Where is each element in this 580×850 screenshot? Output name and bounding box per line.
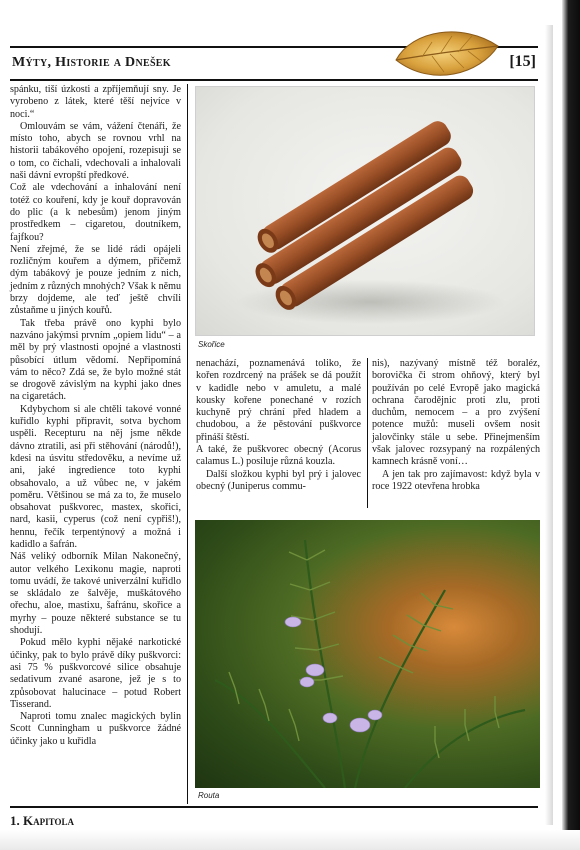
rosemary-illustration: [195, 520, 540, 788]
paragraph: Není zřejmé, že se lidé rádi opájeli rozličným kouřem a dýmem, přičemž dým tabákový je pouze jedním z nich, jedním z různých mnohých? Však k němu brzy dojdeme, ale teď ještě chvíli zůstaňme u jiných kouřů.: [10, 243, 181, 317]
middle-text-column-2: [372, 358, 540, 508]
footer-rule: [10, 806, 538, 808]
paragraph: nis), nazývaný místně též boraléz, borovička či strom ohňový, který byl používán po celé Evropě jako magická ochrana čarodějnic proti zlu, proti duchům, nemocem – a pro zvýšení potence mužů: museli ovšem nosit jalovčinky stále u sebe. Přinejmenším však jalovec rozsypaný na rozpálených kamnech krásně voní…: [372, 358, 540, 468]
left-text-column: [10, 84, 188, 804]
book-spine: [562, 0, 580, 850]
page-bottom-edge: [0, 830, 580, 850]
figure-caption: Skořice: [198, 340, 225, 349]
paragraph: A jen tak pro zajímavost: když byla v roce 1922 otevřena hrobka: [372, 468, 540, 492]
paragraph: Kdybychom si ale chtěli takové vonné kuřidlo kyphi připravit, sotva bychom uspěli. Recepturu na něj jsme někde dávno ztratili, asi při stěhování (národů!), kdesi na úsvitu středověku, a nevíme už ani, jaké ingredience toto kyphi obsahovalo, a už vůbec ne, v jakém poměru. Většinou se má za to, že muselo obsahovat puškvorec, mastex, skořici, nard, kasii, cyperus (což není cypřiš!), hennu, řečík terpentýnový a možná i kadidlo a šafrán.: [10, 403, 181, 550]
paragraph: nenachází, poznamenává toliko, že kořen rozdrcený na prášek se dá použít v kadidle nebo v amuletu, a malé kousky kořene ponechané v rozích kuchyně prý chrání před hladem a chudobou, a že pěstování puškvorce přináší štěstí.: [196, 358, 361, 443]
page-edge: [545, 25, 553, 825]
cinnamon-photo: [195, 86, 535, 336]
chapter-label: 1. Kapitola: [10, 813, 74, 828]
paragraph: Tak třeba právě ono kyphi bylo nazváno jakýmsi prvním „opiem lidu“ – a měl by prý vlastnosti opojné a vlastnosti působící útlum vědomí. Nepřipomíná vám to něco? Zdá se, že bylo možné stát se drogově závislým na kyphi jako dnes na cigaretách.: [10, 317, 181, 403]
rosemary-photo: [195, 520, 540, 788]
paragraph: Omlouvám se vám, vážení čtenáři, že místo toho, abych se rovnou vrhl na historii tabákového opojení, rozepisuji se o tom, co čichali, vdechovali a inhalovali naši dávní evropští předkové.: [10, 120, 181, 182]
running-title: Mýty, Historie a Dnešek: [12, 55, 171, 70]
paragraph: Náš veliký odborník Milan Nakonečný, autor velkého Lexikonu magie, naproti tomu uvádí, že takové univerzální kuřidlo se skládalo ze šalvěje, muškátového ořechu, aloe, mastixu, šafránu, skořice a myrhy – pouze některé substance se tu shodují.: [10, 551, 181, 637]
page-number: [15]: [509, 53, 536, 70]
figure-caption: Routa: [198, 791, 220, 800]
paragraph: Pokud mělo kyphi nějaké narkotické účinky, pak to bylo právě díky puškvorci: asi 75 % puškvorcové silice obsahuje sedativum zvané asarone, jež je s to způsobovat halucinace – potud Robert Tisserand.: [10, 637, 181, 710]
cinnamon-sticks-illustration: [196, 87, 535, 336]
header-rule-bottom: [10, 79, 538, 81]
paragraph: Naproti tomu znalec magických bylin Scott Cunningham u puškvorce žádné účinky jako u kuřidla: [10, 711, 181, 747]
paragraph: spánku, tiší úzkosti a zpříjemňují sny. Je vyrobeno z látek, které těší nejvíce v noci.“: [10, 84, 181, 120]
page-header: [10, 46, 538, 82]
leaf-icon: [392, 24, 502, 86]
paragraph: Další složkou kyphi byl prý i jalovec obecný (Juniperus commu-: [196, 468, 361, 492]
paragraph: Což ale vdechování a inhalování není totéž co kouření, kdy je kouř dopravován do plic (a k nebesům) jenom jiným prostředkem – cigaretou, doutníkem, fajfkou?: [10, 182, 181, 243]
middle-text-column-1: [196, 358, 368, 508]
paragraph: A také, že puškvorec obecný (Acorus calamus L.) posiluje různá kouzla.: [196, 444, 361, 468]
